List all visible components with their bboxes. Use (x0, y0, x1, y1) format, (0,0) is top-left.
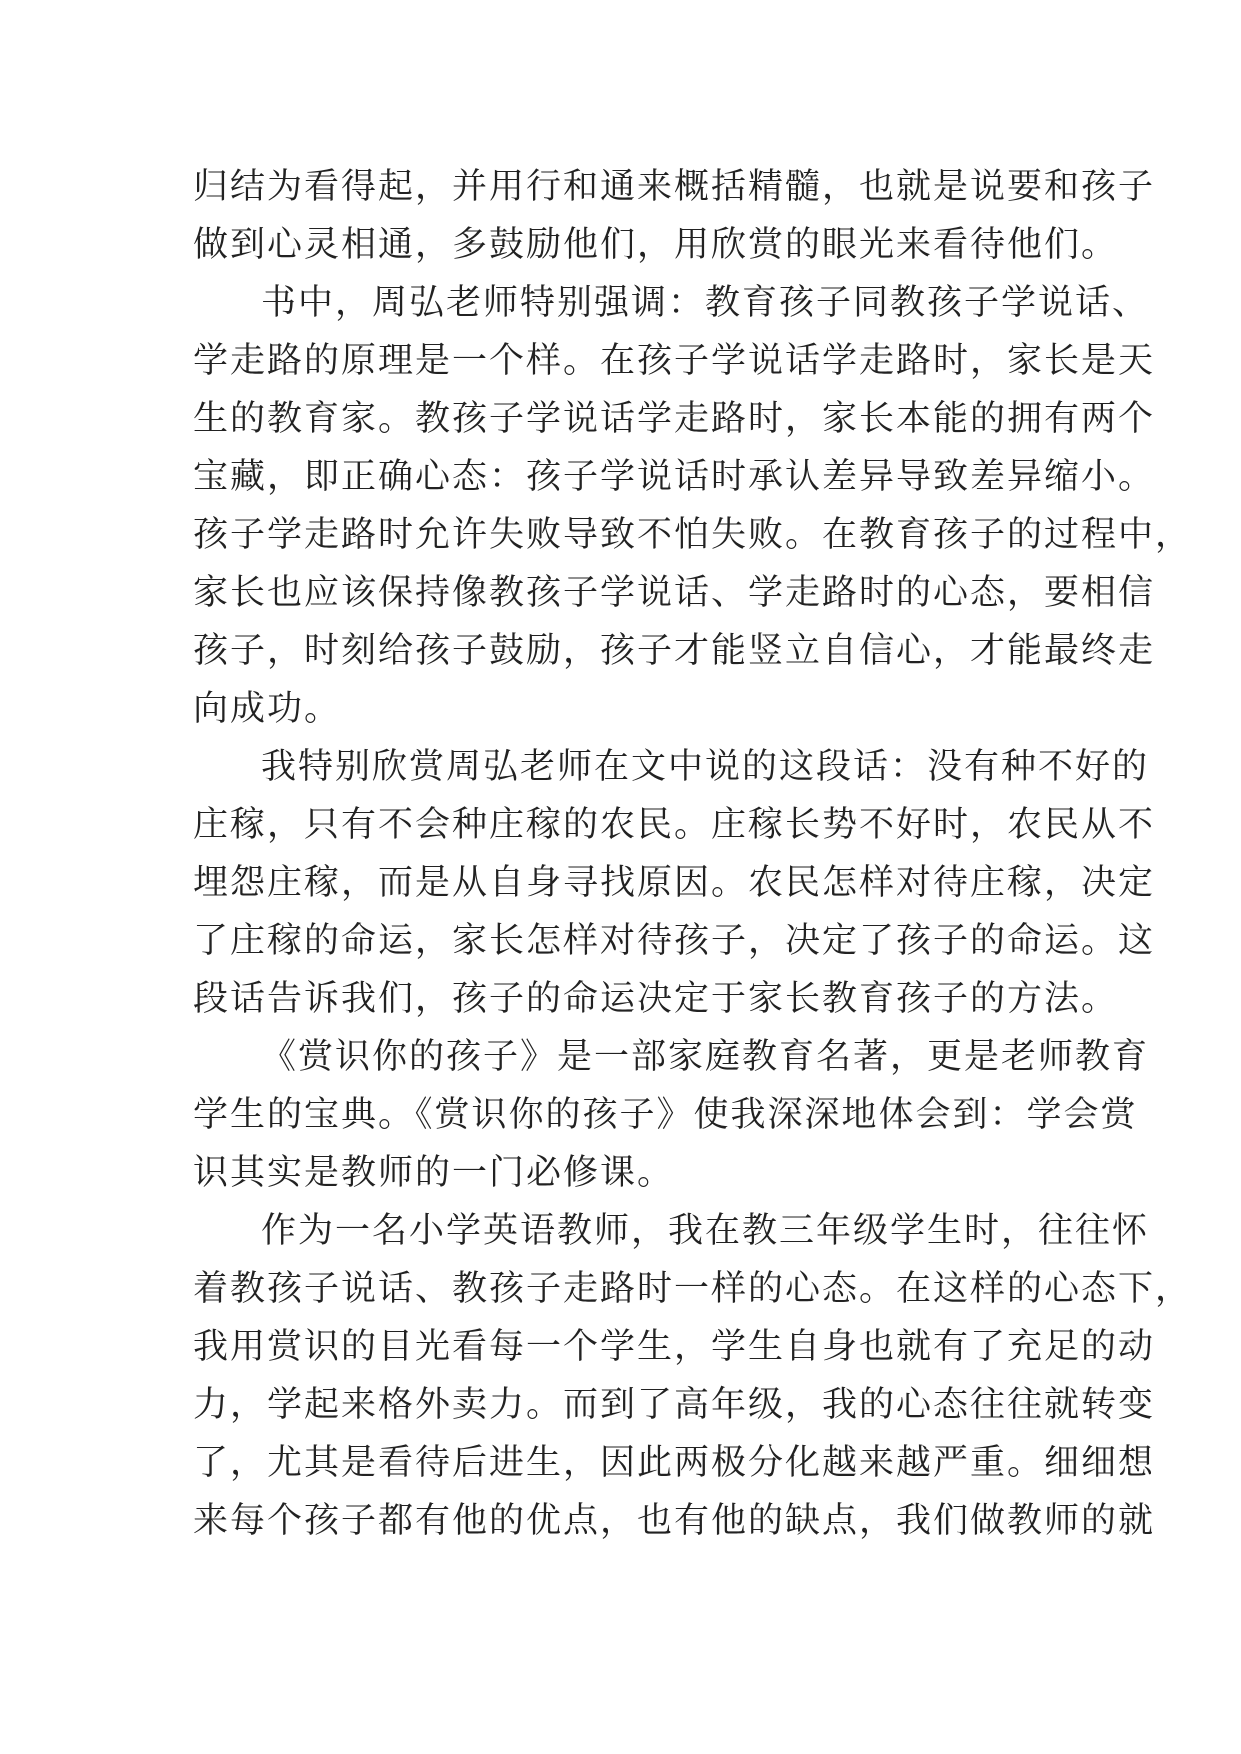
body-text (193, 158, 1193, 1550)
text-line: 孩子学走路时允许失败导致不怕失败。在教育孩子的过程中， (193, 515, 1193, 555)
text-line: 归结为看得起，并用行和通来概括精髓，也就是说要和孩子 (193, 167, 1156, 207)
text-line: 学走路的原理是一个样。在孩子学说话学走路时，家长是天 (193, 341, 1156, 381)
text-line: 宝藏，即正确心态：孩子学说话时承认差异导致差异缩小。 (193, 457, 1156, 497)
text-line: 段话告诉我们，孩子的命运决定于家长教育孩子的方法。 (193, 979, 1119, 1019)
text-line: 着教孩子说话、教孩子走路时一样的心态。在这样的心态下， (193, 1269, 1193, 1309)
text-line: 向成功。 (193, 689, 342, 729)
text-line: 我用赏识的目光看每一个学生，学生自身也就有了充足的动 (193, 1327, 1156, 1367)
text-line-first: 我特别欣赏周弘老师在文中说的这段话：没有种不好的 (261, 747, 1150, 787)
text-line: 庄稼，只有不会种庄稼的农民。庄稼长势不好时，农民从不 (193, 805, 1156, 845)
text-line: 来每个孩子都有他的优点，也有他的缺点，我们做教师的就 (193, 1501, 1156, 1541)
text-line: 做到心灵相通，多鼓励他们，用欣赏的眼光来看待他们。 (193, 225, 1119, 265)
text-line: 了庄稼的命运，家长怎样对待孩子，决定了孩子的命运。这 (193, 921, 1156, 961)
text-line-first: 书中，周弘老师特别强调：教育孩子同教孩子学说话、 (261, 283, 1150, 323)
text-line-first: 《赏识你的孩子》是一部家庭教育名著，更是老师教育 (261, 1037, 1150, 1077)
text-line-first: 作为一名小学英语教师，我在教三年级学生时，往往怀 (261, 1211, 1150, 1251)
text-line: 力，学起来格外卖力。而到了高年级，我的心态往往就转变 (193, 1385, 1156, 1425)
text-line: 生的教育家。教孩子学说话学走路时，家长本能的拥有两个 (193, 399, 1156, 439)
text-line: 家长也应该保持像教孩子学说话、学走路时的心态，要相信 (193, 573, 1156, 613)
text-line: 埋怨庄稼，而是从自身寻找原因。农民怎样对待庄稼，决定 (193, 863, 1156, 903)
text-line: 了，尤其是看待后进生，因此两极分化越来越严重。细细想 (193, 1443, 1156, 1483)
text-line: 学生的宝典。《赏识你的孩子》使我深深地体会到：学会赏 (193, 1095, 1138, 1135)
text-line: 识其实是教师的一门必修课。 (193, 1153, 675, 1193)
text-line: 孩子，时刻给孩子鼓励，孩子才能竖立自信心，才能最终走 (193, 631, 1156, 671)
